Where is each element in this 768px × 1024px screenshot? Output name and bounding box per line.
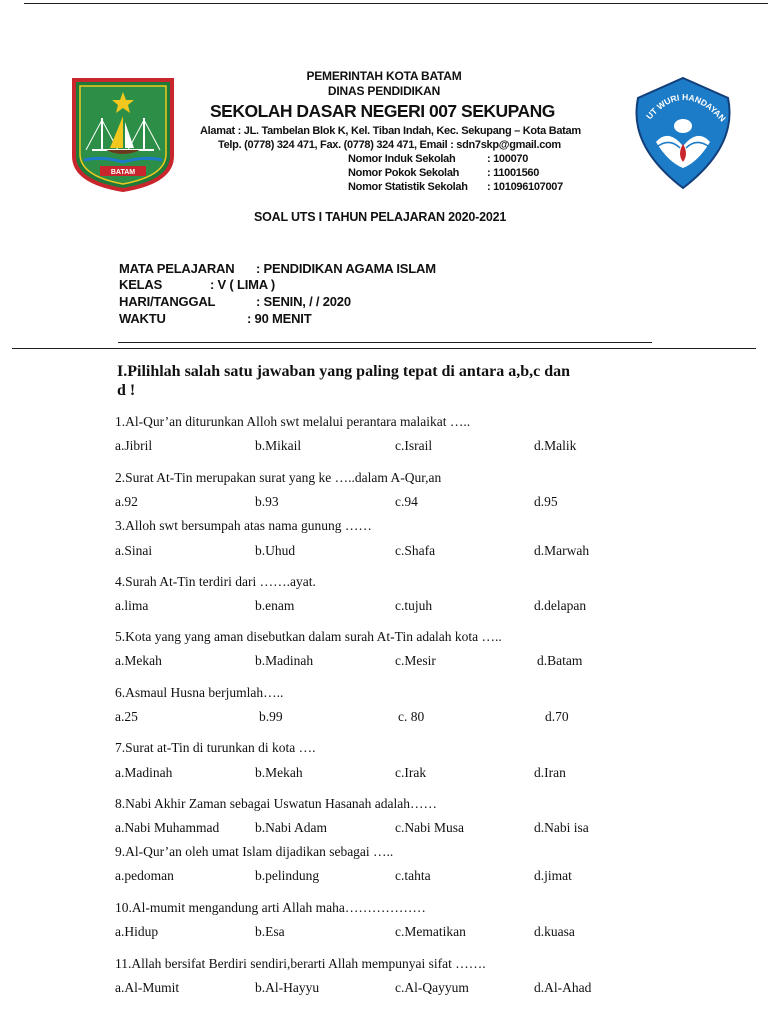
answer-option-c: c.Irak [395,765,427,780]
question-text: 4.Surah At-Tin terdiri dari …….ayat. [115,574,316,589]
question-text: 6.Asmaul Husna berjumlah….. [115,685,284,700]
answer-option-c: c. 80 [398,709,425,724]
answer-option-d: d.Al-Ahad [534,980,592,995]
answer-option-a: a.pedoman [115,868,174,883]
answer-option-d: d.jimat [534,868,572,883]
subject-label: MATA PELAJARAN [119,261,235,276]
answer-option-c: c.94 [395,494,418,509]
answer-option-b: b.pelindung [255,868,320,883]
question-text: 9.Al-Qur’an oleh umat Islam dijadikan sebagai ….. [115,844,394,859]
answer-option-d: d.Batam [537,653,583,668]
answer-option-b: b.Mekah [255,765,303,780]
school-name: SEKOLAH DASAR NEGERI 007 SEKUPANG [210,101,555,121]
answer-option-a: a.92 [115,494,138,509]
answer-option-d: d.95 [534,494,558,509]
svg-text:TUT WURI HANDAYANI: UT WURI HANDAYAN [644,91,728,124]
answer-option-d: d.Nabi isa [534,820,589,835]
date-value: : SENIN, / / 2020 [256,294,351,309]
answer-option-c: c.Al-Qayyum [395,980,469,995]
answer-option-d: d.Marwah [534,543,590,558]
class-label: KELAS [119,277,163,292]
answer-option-a: a.Mekah [115,653,162,668]
question-text: 7.Surat at-Tin di turunkan di kota …. [115,740,316,755]
question-text: 11.Allah bersifat Berdiri sendiri,berarti Allah mempunyai sifat ……. [115,956,486,971]
nss-label: Nomor Statistik Sekolah [348,181,468,193]
answer-option-a: a.lima [115,598,149,613]
answer-option-d: d.delapan [534,598,587,613]
answer-option-b: b.Nabi Adam [255,820,327,835]
date-label: HARI/TANGGAL [119,294,216,309]
nps-value: : 11001560 [487,167,540,179]
answer-option-a: a.Jibril [115,438,153,453]
answer-option-c: c.tahta [395,868,431,883]
time-label: WAKTU [119,311,166,326]
answer-option-b: b.Mikail [255,438,302,453]
answer-option-d: d.Iran [534,765,566,780]
answer-option-c: c.Israil [395,438,433,453]
answer-option-a: a.Madinah [115,765,173,780]
answer-option-b: b.99 [259,709,283,724]
instruction-line-1: I.Pilihlah salah satu jawaban yang paling tepat di antara a,b,c dan [117,363,570,380]
header-department: DINAS PENDIDIKAN [327,84,441,98]
answer-option-c: c.tujuh [395,598,433,613]
answer-option-a: a.Sinai [115,543,153,558]
answer-option-b: b.93 [255,494,279,509]
school-contact: Telp. (0778) 324 471, Fax. (0778) 324 471, Email : sdn7skp@gmail.com [218,139,561,151]
class-value: : V ( LIMA ) [210,277,275,292]
answer-option-a: a.Al-Mumit [115,980,180,995]
answer-option-c: c.Nabi Musa [395,820,464,835]
exam-title: SOAL UTS I TAHUN PELAJARAN 2020-2021 [254,210,507,224]
question-text: 3.Alloh swt bersumpah atas nama gunung …… [115,518,372,533]
answer-option-d: d.Malik [534,438,577,453]
answer-option-d: d.kuasa [534,924,575,939]
subject-value: : PENDIDIKAN AGAMA ISLAM [256,261,436,276]
answer-option-b: b.Al-Hayyu [255,980,320,995]
school-address: Alamat : JL. Tambelan Blok K, Kel. Tiban Indah, Kec. Sekupang – Kota Batam [200,125,581,137]
question-text: 2.Surat At-Tin merupakan surat yang ke …..dalam A-Qur,an [115,470,442,485]
meta-rule [118,342,652,343]
answer-option-b: b.Uhud [255,543,296,558]
answer-option-a: a.Nabi Muhammad [115,820,220,835]
answer-option-c: c.Shafa [395,543,436,558]
time-value: : 90 MENIT [247,311,312,326]
question-text: 5.Kota yang yang aman disebutkan dalam surah At-Tin adalah kota ….. [115,629,502,644]
nss-value: : 101096107007 [487,181,563,193]
question-text: 1.Al-Qur’an diturunkan Alloh swt melalui perantara malaikat ….. [115,414,471,429]
nis-value: : 100070 [487,153,529,165]
answer-option-b: b.Madinah [255,653,314,668]
top-rule [24,3,768,4]
answer-option-b: b.enam [255,598,295,613]
answer-option-a: a.Hidup [115,924,159,939]
instruction-line-2: d ! [117,382,136,399]
nis-label: Nomor Induk Sekolah [348,153,456,165]
answer-option-a: a.25 [115,709,138,724]
nps-label: Nomor Pokok Sekolah [348,167,460,179]
content-rule [12,348,756,349]
answer-option-c: c.Mesir [395,653,436,668]
header-government: PEMERINTAH KOTA BATAM [306,69,462,83]
answer-option-b: b.Esa [255,924,285,939]
answer-option-d: d.70 [545,709,569,724]
question-text: 8.Nabi Akhir Zaman sebagai Uswatun Hasanah adalah…… [115,796,438,811]
answer-option-c: c.Mematikan [395,924,466,939]
svg-text:BATAM: BATAM [110,169,136,176]
question-text: 10.Al-mumit mengandung arti Allah maha……………… [115,900,426,915]
